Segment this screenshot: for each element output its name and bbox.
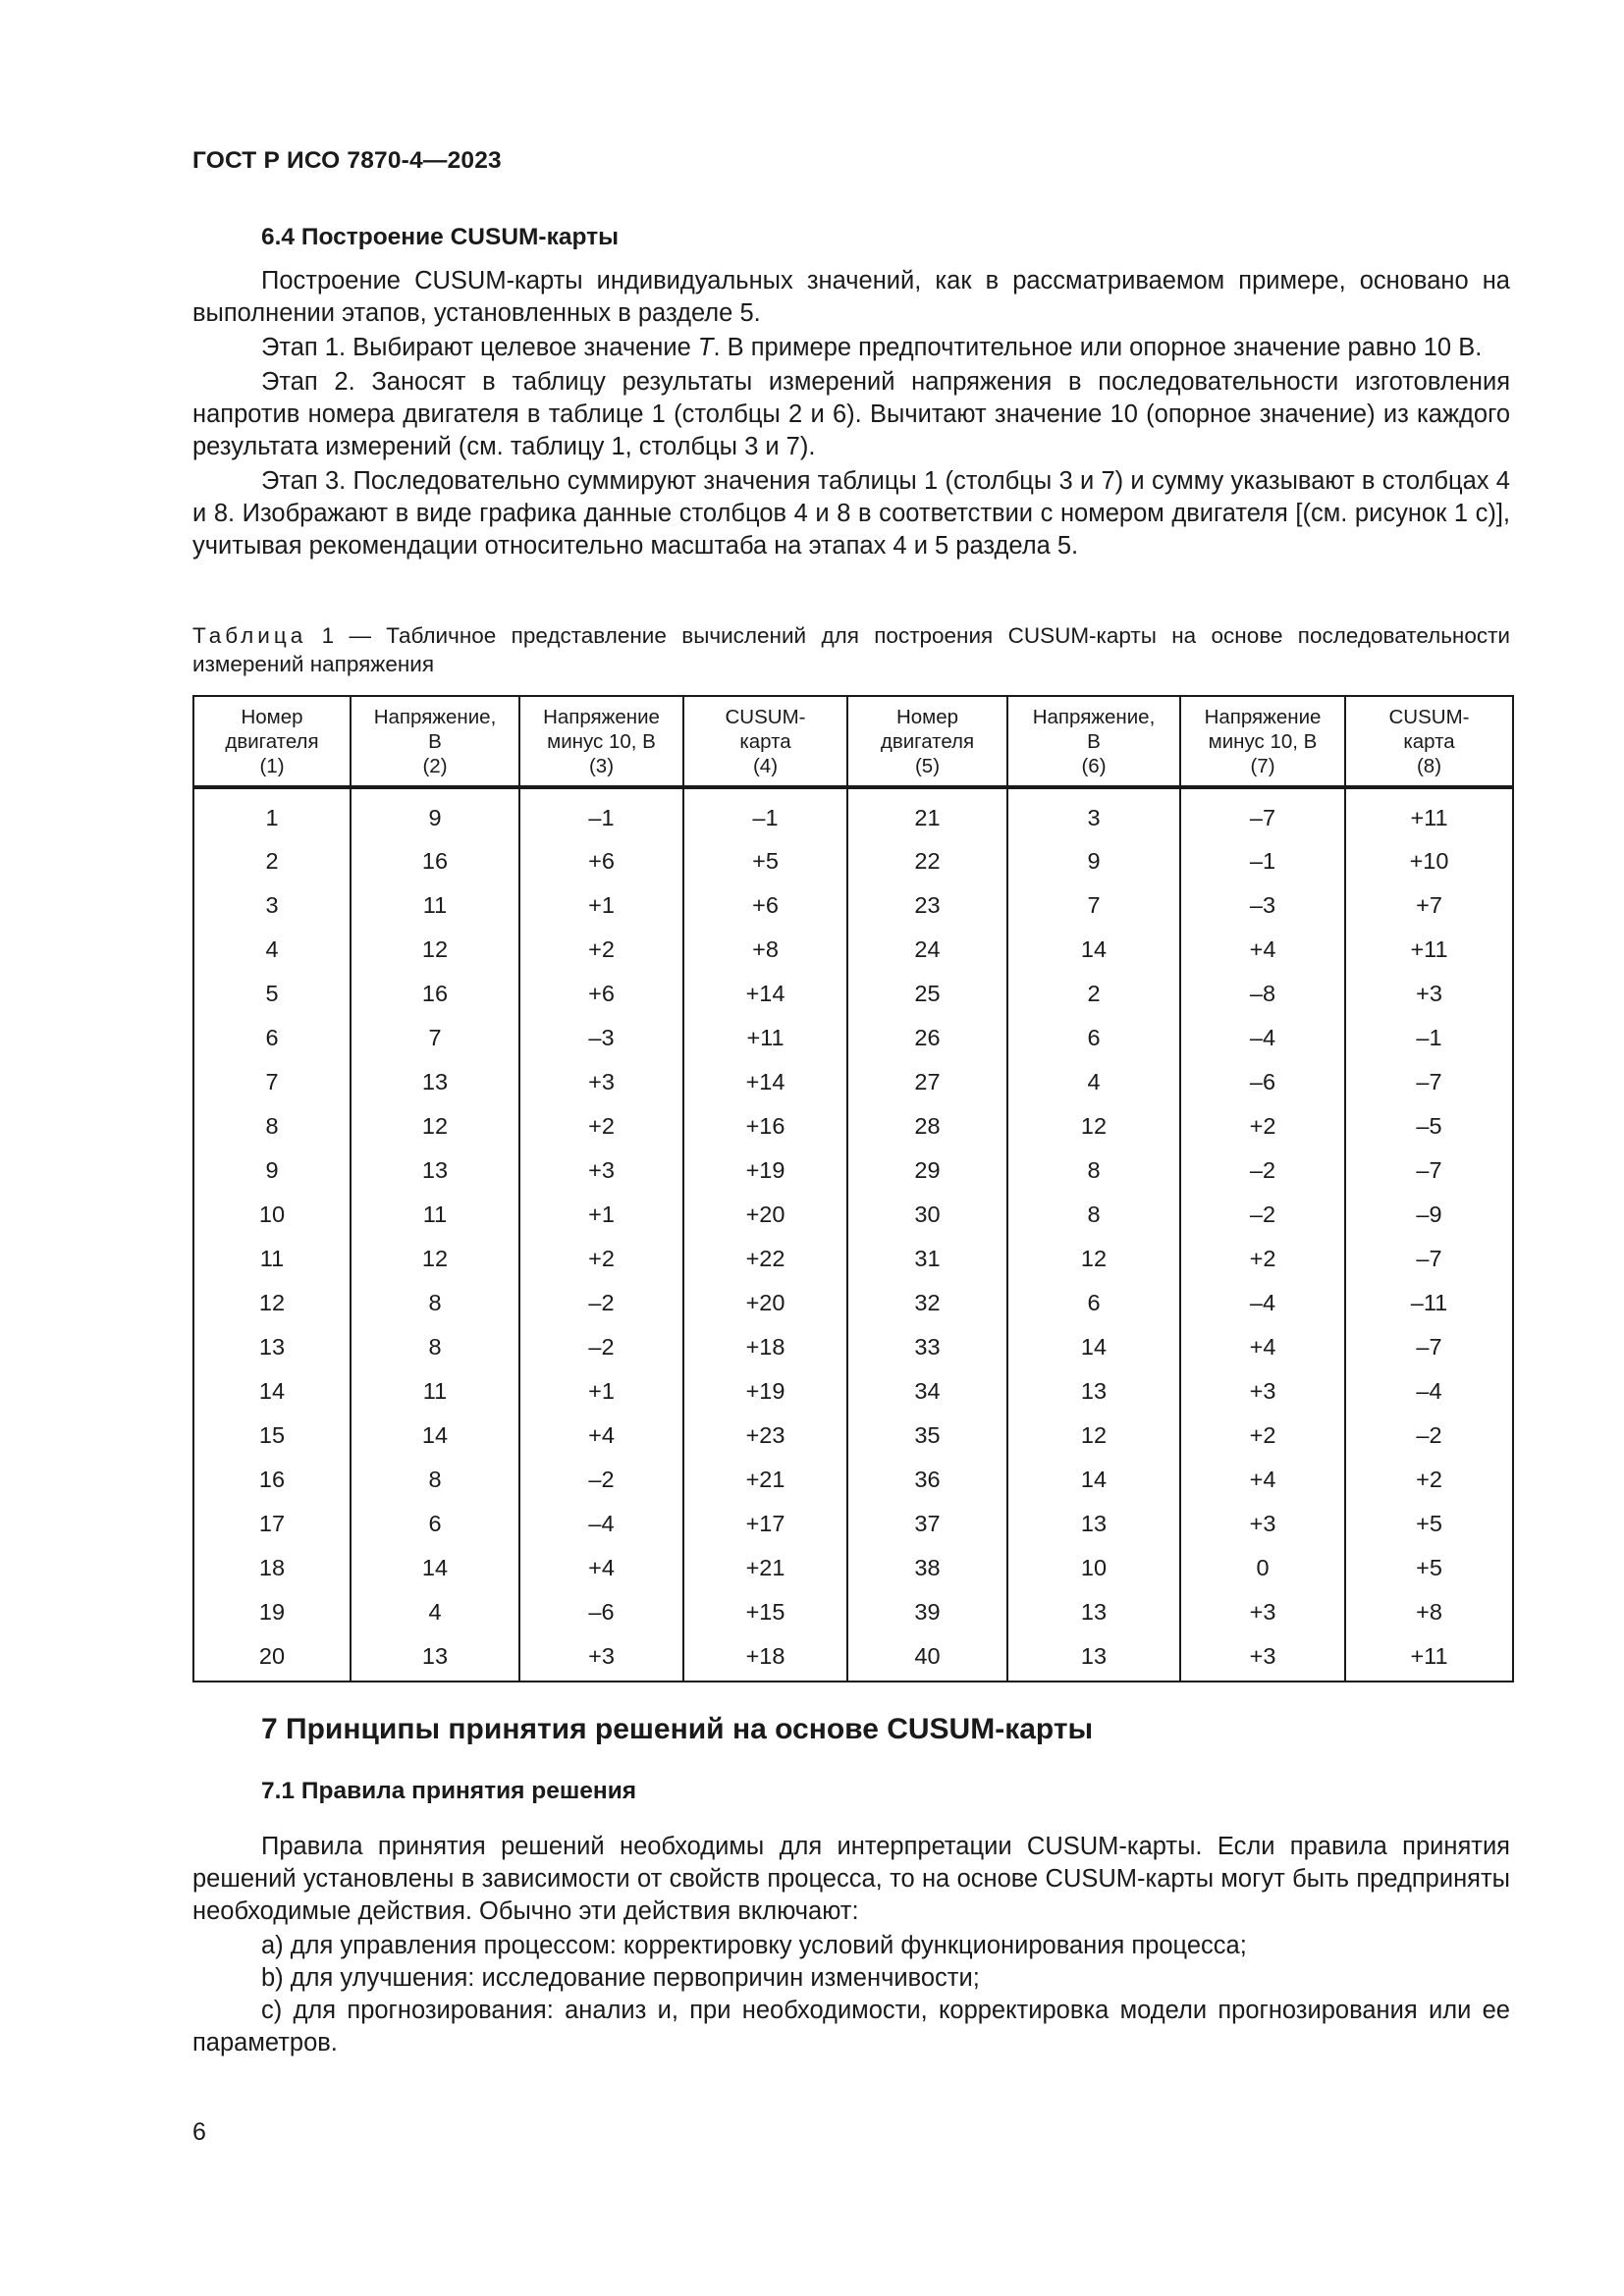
table-cell: +6 — [519, 839, 683, 883]
table-cell: +10 — [1345, 839, 1513, 883]
table-cell: 32 — [847, 1281, 1007, 1325]
table-cell: +5 — [1345, 1502, 1513, 1546]
table-header-line: CUSUM- — [1388, 705, 1470, 728]
table-cell: +23 — [683, 1414, 847, 1458]
table-cell: 7 — [193, 1060, 351, 1104]
table-cell: –6 — [519, 1590, 683, 1634]
table-cell: –4 — [1345, 1369, 1513, 1414]
table-cell: 5 — [193, 972, 351, 1016]
table-row — [193, 1325, 1513, 1369]
table-cell: –3 — [519, 1016, 683, 1060]
table-cell: +2 — [1180, 1414, 1345, 1458]
table-cell: –2 — [519, 1281, 683, 1325]
table-cell: –9 — [1345, 1193, 1513, 1237]
table-row — [193, 1634, 1513, 1682]
table-header-line: (2) — [422, 754, 448, 777]
table-row — [193, 1016, 1513, 1060]
list-item-b: b) для улучшения: исследование первопричин изменчивости; — [261, 1964, 980, 1992]
table-cell: 3 — [1007, 788, 1180, 839]
table-cell: –4 — [519, 1502, 683, 1546]
table-header-cell — [847, 696, 1007, 786]
table-row — [193, 1458, 1513, 1502]
table-header-line: (3) — [588, 754, 615, 777]
table-cell: 14 — [351, 1414, 519, 1458]
table-cell: +19 — [683, 1369, 847, 1414]
table-cell: +2 — [519, 1104, 683, 1148]
table-cell: +4 — [519, 1546, 683, 1590]
table-cell: +11 — [1345, 1634, 1513, 1682]
table-cell: +3 — [1180, 1369, 1345, 1414]
table-cell: +8 — [683, 928, 847, 972]
table-cell: +17 — [683, 1502, 847, 1546]
table-cell: 9 — [351, 788, 519, 839]
table-row — [193, 1414, 1513, 1458]
table-cell: 29 — [847, 1148, 1007, 1193]
section-6-4-paragraph-4: Этап 3. Последовательно суммируют значения таблицы 1 (столбцы 3 и 7) и сумму указывают в столбцах 4 и 8. Изображают в виде графика данные столбцов 4 и 8 в соответствии с номером двигателя [(см. рисунок 1 c)], учитывая рекомендации относительно масштаба на этапах 4 и 5 раздела 5. — [192, 467, 1510, 560]
table-cell: +6 — [683, 883, 847, 928]
table-cell: +3 — [519, 1148, 683, 1193]
table-cell: 0 — [1180, 1546, 1345, 1590]
table-cell: 30 — [847, 1193, 1007, 1237]
table-cell: +5 — [1345, 1546, 1513, 1590]
table-cell: 31 — [847, 1237, 1007, 1281]
table-cell: +20 — [683, 1193, 847, 1237]
table-cell: +18 — [683, 1634, 847, 1682]
table-cell: 13 — [1007, 1590, 1180, 1634]
table-cell: 22 — [847, 839, 1007, 883]
section-6-4-paragraph-3: Этап 2. Заносят в таблицу результаты измерений напряжения в последовательности изготовления напротив номера двигателя в таблице 1 (столбцы 2 и 6). Вычитают значение 10 (опорное значение) из каждого результата измерений (см. таблицу 1, столбцы 3 и 7). — [192, 368, 1510, 460]
table-cell: +20 — [683, 1281, 847, 1325]
table-cell: 20 — [193, 1634, 351, 1682]
table-cell: –6 — [1180, 1060, 1345, 1104]
table-cell: 12 — [351, 928, 519, 972]
table-header-line: В — [1087, 729, 1101, 753]
table-cell: 3 — [193, 883, 351, 928]
table-cell: 14 — [351, 1546, 519, 1590]
table-cell: 12 — [351, 1104, 519, 1148]
table-cell: 24 — [847, 928, 1007, 972]
table-cell: 4 — [351, 1590, 519, 1634]
table-cell: –1 — [1180, 839, 1345, 883]
table-cell: –3 — [1180, 883, 1345, 928]
table-cell: +1 — [519, 1369, 683, 1414]
table-row — [193, 1502, 1513, 1546]
table-cell: +14 — [683, 1060, 847, 1104]
table-cell: +3 — [519, 1060, 683, 1104]
table-cell: +2 — [519, 1237, 683, 1281]
table-cell: +8 — [1345, 1590, 1513, 1634]
table-row — [193, 1281, 1513, 1325]
table-cell: 12 — [193, 1281, 351, 1325]
table-cell: +11 — [1345, 928, 1513, 972]
table-cell: –7 — [1345, 1325, 1513, 1369]
table-row — [193, 928, 1513, 972]
table-cell: 35 — [847, 1414, 1007, 1458]
table-cell: 11 — [193, 1237, 351, 1281]
table-cell: 4 — [1007, 1060, 1180, 1104]
table-cell: 27 — [847, 1060, 1007, 1104]
table-header-cell — [351, 696, 519, 786]
table-cell: +3 — [519, 1634, 683, 1682]
table-cell: 6 — [1007, 1016, 1180, 1060]
table-cell: 17 — [193, 1502, 351, 1546]
table-cell: 8 — [1007, 1148, 1180, 1193]
table-cell: +7 — [1345, 883, 1513, 928]
table-cell: –7 — [1180, 788, 1345, 839]
table-cell: –1 — [1345, 1016, 1513, 1060]
table-cell: 11 — [351, 883, 519, 928]
table-cell: +21 — [683, 1546, 847, 1590]
table-cell: 13 — [351, 1148, 519, 1193]
table-header-line: В — [428, 729, 442, 753]
page-number: 6 — [192, 2118, 206, 2146]
document-code: ГОСТ Р ИСО 7870-4—2023 — [192, 147, 502, 174]
table-cell: +1 — [519, 1193, 683, 1237]
table-row — [193, 1060, 1513, 1104]
table-cell: 13 — [351, 1060, 519, 1104]
table-cell: 40 — [847, 1634, 1007, 1682]
table-cell: +14 — [683, 972, 847, 1016]
table-caption — [192, 621, 1510, 678]
table-cell: 33 — [847, 1325, 1007, 1369]
table-cell: –7 — [1345, 1060, 1513, 1104]
table-cell: –1 — [519, 788, 683, 839]
table-cell: +21 — [683, 1458, 847, 1502]
table-cell: +2 — [1180, 1104, 1345, 1148]
table-cell: 19 — [193, 1590, 351, 1634]
table-cell: +2 — [519, 928, 683, 972]
table-cell: +3 — [1180, 1634, 1345, 1682]
table-body — [193, 788, 1513, 1682]
table-row — [193, 1369, 1513, 1414]
table-cell: +3 — [1180, 1502, 1345, 1546]
table-header-line: Напряжение — [1204, 705, 1322, 728]
table-cell: 2 — [1007, 972, 1180, 1016]
section-7 — [192, 1713, 1510, 2059]
table-cell: –11 — [1345, 1281, 1513, 1325]
table-cell: 38 — [847, 1546, 1007, 1590]
table-caption-text: 1 — Табличное представление вычислений для построения CUSUM-карты на основе последовательности измерений напряжения — [192, 623, 1510, 676]
table-cell: 14 — [1007, 1458, 1180, 1502]
table-cell: 10 — [1007, 1546, 1180, 1590]
table-cell: 12 — [1007, 1104, 1180, 1148]
table-header-line: (7) — [1250, 754, 1275, 777]
table-cell: +11 — [683, 1016, 847, 1060]
table-cell: +4 — [1180, 1325, 1345, 1369]
table-cell: +19 — [683, 1148, 847, 1193]
table-row — [193, 1193, 1513, 1237]
table-cell: 13 — [193, 1325, 351, 1369]
table-cell: –2 — [519, 1458, 683, 1502]
table-cell: –7 — [1345, 1237, 1513, 1281]
table-cell: 11 — [351, 1193, 519, 1237]
table-header-cell — [1345, 696, 1513, 786]
table-header-line: двигателя — [880, 729, 975, 753]
table-cell: 7 — [351, 1016, 519, 1060]
table-cell: +3 — [1180, 1590, 1345, 1634]
table-cell: 37 — [847, 1502, 1007, 1546]
table-header-line: (6) — [1081, 754, 1107, 777]
table-cell: –2 — [1345, 1414, 1513, 1458]
table-row — [193, 883, 1513, 928]
table-cell: –5 — [1345, 1104, 1513, 1148]
table-cell: 9 — [193, 1148, 351, 1193]
table-cell: 13 — [351, 1634, 519, 1682]
table-cell: 1 — [193, 788, 351, 839]
table-cell: +6 — [519, 972, 683, 1016]
section-7-heading: 7 Принципы принятия решений на основе CUSUM-карты — [261, 1713, 1094, 1745]
table-cell: +2 — [1180, 1237, 1345, 1281]
table-cell: 14 — [193, 1369, 351, 1414]
table-header-line: двигателя — [225, 729, 319, 753]
cusum-table — [192, 695, 1514, 1682]
table-row — [193, 788, 1513, 839]
table-header-row — [193, 696, 1513, 786]
table-cell: 8 — [351, 1325, 519, 1369]
table-cell: 13 — [1007, 1502, 1180, 1546]
table-cell: 39 — [847, 1590, 1007, 1634]
step-1-text-before: Этап 1. Выбирают целевое значение — [261, 334, 698, 361]
table-header-line: Напряжение, — [373, 705, 497, 728]
table-cell: 21 — [847, 788, 1007, 839]
table-header-line: Напряжение, — [1032, 705, 1156, 728]
table-header-line: (8) — [1416, 754, 1442, 777]
table-row — [193, 1148, 1513, 1193]
table-cell: +4 — [1180, 1458, 1345, 1502]
table-header-cell — [1180, 696, 1345, 786]
table-row — [193, 1546, 1513, 1590]
step-1-text-after: . В примере предпочтительное или опорное значение равно 10 В. — [713, 334, 1483, 361]
table-header-cell — [1007, 696, 1180, 786]
table-cell: 26 — [847, 1016, 1007, 1060]
table-cell: +11 — [1345, 788, 1513, 839]
table-cell: 6 — [1007, 1281, 1180, 1325]
table-cell: 7 — [1007, 883, 1180, 928]
section-7-1-paragraph: Правила принятия решений необходимы для интерпретации CUSUM-карты. Если правила принятия решений установлены в зависимости от свойств процесса, то на основе CUSUM-карты могут быть предприняты необходимые действия. Обычно эти действия включают: — [192, 1833, 1510, 1925]
table-cell: 8 — [351, 1458, 519, 1502]
table-cell: 16 — [351, 972, 519, 1016]
table-cell: 11 — [351, 1369, 519, 1414]
table-header-line: Номер — [241, 705, 303, 728]
table-cell: +22 — [683, 1237, 847, 1281]
table-cell: 8 — [1007, 1193, 1180, 1237]
table-header-line: (4) — [752, 754, 779, 777]
table-cell: –2 — [519, 1325, 683, 1369]
table-cell: 23 — [847, 883, 1007, 928]
table-cell: 2 — [193, 839, 351, 883]
table-cell: 12 — [1007, 1237, 1180, 1281]
table-cell: 12 — [1007, 1414, 1180, 1458]
table-header-line: (5) — [914, 754, 941, 777]
table-header-line: (1) — [259, 754, 285, 777]
table-header-line: Напряжение — [543, 705, 660, 728]
table-row — [193, 1104, 1513, 1148]
table-cell: 28 — [847, 1104, 1007, 1148]
table-cell: 12 — [351, 1237, 519, 1281]
table-cell: +5 — [683, 839, 847, 883]
table-container — [192, 695, 1514, 1682]
table-cell: 18 — [193, 1546, 351, 1590]
table-cell: –2 — [1180, 1193, 1345, 1237]
table-caption-prefix: Таблица — [192, 623, 307, 648]
table-header-line: минус 10, В — [1208, 729, 1318, 753]
table-cell: 9 — [1007, 839, 1180, 883]
section-6-4 — [192, 221, 1510, 564]
table-cell: +4 — [519, 1414, 683, 1458]
table-cell: –4 — [1180, 1016, 1345, 1060]
table-row — [193, 839, 1513, 883]
table-row — [193, 972, 1513, 1016]
section-7-1-heading: 7.1 Правила принятия решения — [261, 1778, 637, 1804]
table-cell: 13 — [1007, 1634, 1180, 1682]
table-cell: +18 — [683, 1325, 847, 1369]
table-cell: –4 — [1180, 1281, 1345, 1325]
table-row — [193, 1237, 1513, 1281]
table-cell: 16 — [193, 1458, 351, 1502]
table-header-cell — [519, 696, 683, 786]
table-header-line: карта — [1403, 729, 1455, 753]
table-header-line: минус 10, В — [547, 729, 656, 753]
table-cell: +3 — [1345, 972, 1513, 1016]
table-cell: +2 — [1345, 1458, 1513, 1502]
table-cell: 14 — [1007, 1325, 1180, 1369]
table-cell: +15 — [683, 1590, 847, 1634]
table-header-line: Номер — [895, 705, 959, 728]
table-cell: 34 — [847, 1369, 1007, 1414]
table-cell: 6 — [351, 1502, 519, 1546]
table-cell: 6 — [193, 1016, 351, 1060]
table-cell: 10 — [193, 1193, 351, 1237]
table-cell: –7 — [1345, 1148, 1513, 1193]
list-item-c: c) для прогнозирования: анализ и, при необходимости, корректировка модели прогнозирования или ее параметров. — [192, 1997, 1510, 2056]
table-row — [193, 1590, 1513, 1634]
table-cell: 16 — [351, 839, 519, 883]
table-cell: 36 — [847, 1458, 1007, 1502]
table-header-cell — [683, 696, 847, 786]
table-cell: +16 — [683, 1104, 847, 1148]
target-symbol: T — [697, 334, 714, 361]
table-cell: +4 — [1180, 928, 1345, 972]
table-cell: 14 — [1007, 928, 1180, 972]
table-cell: 25 — [847, 972, 1007, 1016]
table-cell: +1 — [519, 883, 683, 928]
table-cell: –2 — [1180, 1148, 1345, 1193]
table-header-cell — [193, 696, 351, 786]
list-item-a: a) для управления процессом: корректировку условий функционирования процесса; — [261, 1932, 1247, 1959]
table-cell: 8 — [193, 1104, 351, 1148]
table-cell: –1 — [683, 788, 847, 839]
table-header-line: карта — [739, 729, 791, 753]
table-cell: 4 — [193, 928, 351, 972]
table-cell: 15 — [193, 1414, 351, 1458]
table-cell: 8 — [351, 1281, 519, 1325]
section-6-4-paragraph-2 — [192, 332, 1510, 364]
table-header-line: CUSUM- — [725, 705, 806, 728]
section-6-4-heading: 6.4 Построение CUSUM-карты — [261, 224, 620, 250]
table-cell: 13 — [1007, 1369, 1180, 1414]
section-6-4-paragraph-1: Построение CUSUM-карты индивидуальных значений, как в рассматриваемом примере, основано на выполнении этапов, установленных в разделе 5. — [192, 267, 1510, 327]
table-cell: –8 — [1180, 972, 1345, 1016]
